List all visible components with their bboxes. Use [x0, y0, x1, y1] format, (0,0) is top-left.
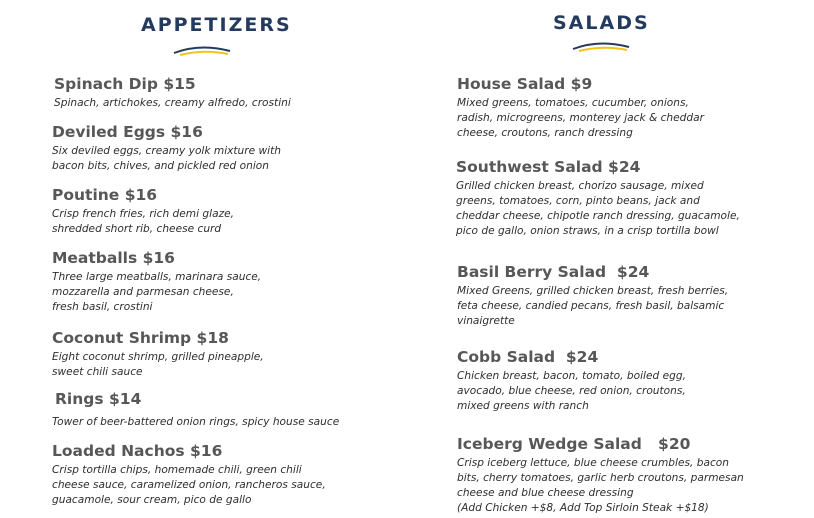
- item-description: [52, 144, 281, 174]
- description-line: bacon bits, chives, and pickled red onion: [52, 160, 269, 172]
- item-description: [457, 456, 744, 516]
- appetizers-swoosh-ornament: [172, 45, 232, 57]
- description-line: Crisp tortilla chips, homemade chili, green chili: [52, 464, 302, 476]
- description-line: bits, cherry tomatoes, garlic herb croutons, parmesan: [457, 472, 744, 484]
- item-name: House Salad $9: [457, 75, 593, 93]
- description-line: Eight coconut shrimp, grilled pineapple,: [52, 351, 264, 363]
- description-line: mixed greens with ranch: [457, 400, 589, 412]
- description-line: Three large meatballs, marinara sauce,: [52, 271, 262, 283]
- menu-item: [52, 328, 264, 380]
- description-line: Spinach, artichokes, creamy alfredo, crostini: [54, 97, 291, 109]
- description-line: Grilled chicken breast, chorizo sausage, mixed: [456, 180, 704, 192]
- description-line: pico de gallo, onion straws, in a crisp tortilla bowl: [456, 225, 719, 237]
- item-description: [52, 207, 234, 237]
- item-name: Coconut Shrimp $18: [52, 329, 229, 347]
- item-name: Loaded Nachos $16: [52, 442, 223, 460]
- description-line: cheddar cheese, chipotle ranch dressing, guacamole,: [456, 210, 740, 222]
- item-description: [457, 284, 728, 329]
- item-name: Cobb Salad $24: [457, 348, 599, 366]
- item-description: [52, 350, 264, 380]
- description-line: shredded short rib, cheese curd: [52, 223, 222, 235]
- description-line: greens, tomatoes, corn, pinto beans, jack and: [456, 195, 700, 207]
- item-name: Meatballs $16: [52, 249, 175, 267]
- description-line: cheese, croutons, ranch dressing: [457, 127, 633, 139]
- item-description: [457, 96, 704, 141]
- item-name: Deviled Eggs $16: [52, 123, 203, 141]
- description-line: Mixed greens, tomatoes, cucumber, onions,: [457, 97, 689, 109]
- item-name: Iceberg Wedge Salad $20: [457, 435, 691, 453]
- item-name: Poutine $16: [52, 186, 158, 204]
- description-line: Mixed Greens, grilled chicken breast, fresh berries,: [457, 285, 729, 297]
- menu-item: [52, 248, 261, 315]
- menu-item: [52, 122, 281, 174]
- item-name: Basil Berry Salad $24: [457, 263, 650, 281]
- description-line: radish, microgreens, monterey jack & cheddar: [457, 112, 704, 124]
- item-description: [52, 415, 339, 430]
- item-name: Spinach Dip $15: [54, 75, 196, 93]
- salads-swoosh-ornament: [571, 41, 631, 53]
- menu-item: [456, 157, 740, 239]
- description-line: (Add Chicken +$8, Add Top Sirloin Steak +$18): [457, 502, 709, 514]
- item-description: [52, 463, 326, 508]
- description-line: Tower of beer-battered onion rings, spicy house sauce: [52, 416, 340, 428]
- item-name: Rings $14: [55, 390, 142, 408]
- description-line: fresh basil, crostini: [52, 301, 153, 313]
- description-line: Chicken breast, bacon, tomato, boiled egg,: [457, 370, 686, 382]
- menu-item: [457, 262, 728, 329]
- description-line: mozzarella and parmesan cheese,: [52, 286, 234, 298]
- description-line: guacamole, sour cream, pico de gallo: [52, 494, 252, 506]
- description-line: vinaigrette: [457, 315, 515, 327]
- description-line: cheese sauce, caramelized onion, rancheros sauce,: [52, 479, 326, 491]
- menu-item: [54, 74, 291, 111]
- salads-heading: SALADS: [553, 12, 650, 34]
- description-line: Six deviled eggs, creamy yolk mixture with: [52, 145, 281, 157]
- description-line: Crisp iceberg lettuce, blue cheese crumbles, bacon: [457, 457, 729, 469]
- description-line: sweet chili sauce: [52, 366, 143, 378]
- description-line: Crisp french fries, rich demi glaze,: [52, 208, 235, 220]
- menu-item: [52, 441, 326, 508]
- menu-item: [457, 74, 704, 141]
- item-description: [456, 179, 740, 239]
- menu-item: [457, 434, 744, 516]
- menu-item: [55, 389, 141, 409]
- item-description: [54, 96, 291, 111]
- menu-item: [457, 347, 686, 414]
- description-line: avocado, blue cheese, red onion, croutons,: [457, 385, 686, 397]
- item-description: [52, 270, 261, 315]
- appetizers-heading: APPETIZERS: [141, 14, 292, 36]
- item-description: [457, 369, 686, 414]
- menu-item: [52, 185, 234, 237]
- description-line: feta cheese, candied pecans, fresh basil, balsamic: [457, 300, 725, 312]
- description-line: cheese and blue cheese dressing: [457, 487, 634, 499]
- item-name: Southwest Salad $24: [456, 158, 641, 176]
